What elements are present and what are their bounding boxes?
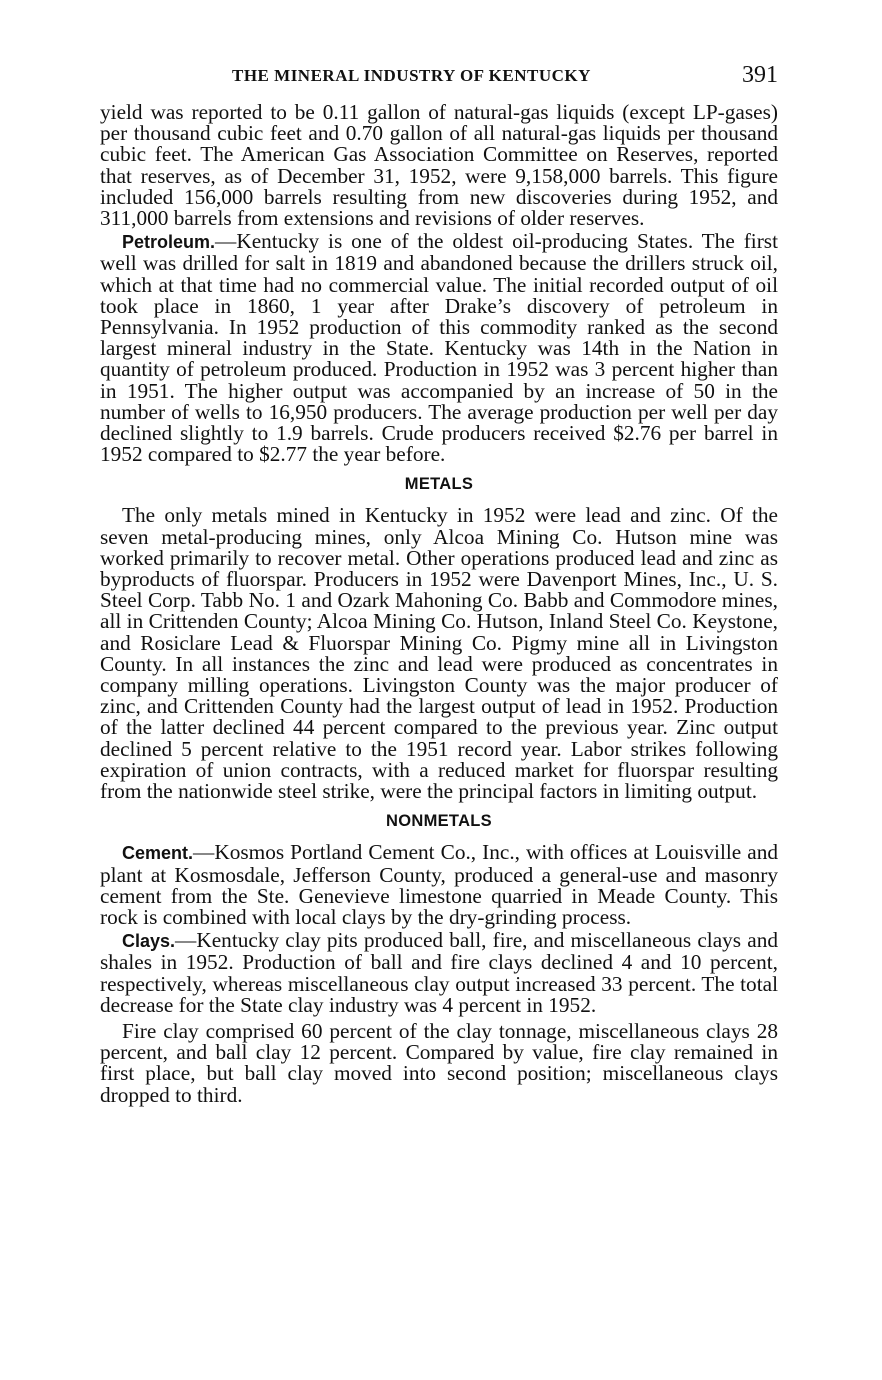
paragraph-clays — [100, 930, 778, 1016]
paragraph-cement — [100, 842, 778, 928]
running-head — [100, 62, 778, 102]
paragraph-metals: The only metals mined in Kentucky in 1952 were lead and zinc. Of the seven metal-producing mines, only Alcoa Mining Co. Hutson mine was worked primarily to recover metal. Other operations produced lead and zinc as byproducts of fluorspar. Producers in 1952 were Davenport Mines, Inc., U. S. Steel Corp. Tabb No. 1 and Ozark Mahoning Co. Babb and Commodore mines, all in Crittenden County; Alcoa Mining Co. Hutson, Inland Steel Co. Keystone, and Rosiclare Lead & Fluorspar Mining Co. Pigmy mine all in Livingston County. In all instances the zinc and lead were produced as concentrates in company milling operations. Livingston County was the major producer of zinc, and Crittenden County had the largest output of lead in 1952. Production of the latter declined 44 percent compared to the previous year. Zinc output declined 5 percent relative to the 1951 record year. Labor strikes following expiration of union contracts, with a reduced market for fluorspar resulting from the nationwide steel strike, were the principal factors in limiting output. — [100, 503, 778, 804]
cement-lead: Cement. — [122, 843, 194, 864]
petroleum-lead: Petroleum. — [122, 232, 216, 253]
page-number: 391 — [742, 62, 778, 88]
paragraph-fire-clay: Fire clay comprised 60 percent of the clay tonnage, miscellaneous clays 28 percent, and ball clay 12 percent. Compared by value, fire clay remained in first place, but ball clay moved into second position; miscellaneous clays dropped to third. — [100, 1018, 778, 1107]
cement-text: —Kosmos Portland Cement Co., Inc., with offices at Louisville and plant at Kosmosdale, Jefferson County, produced a general-use and masonry cement from the Ste. Genevieve limestone quarried in Meade County. This rock is combined with local clays by the dry-grinding process. — [100, 840, 778, 929]
paragraph-petroleum — [100, 231, 778, 465]
clays-lead: Clays. — [122, 931, 176, 952]
running-title: THE MINERAL INDUSTRY OF KENTUCKY — [232, 66, 591, 85]
metals-heading: METALS — [404, 475, 474, 494]
nonmetals-heading: NONMETALS — [386, 812, 492, 831]
petroleum-text: —Kentucky is one of the oldest oil-producing States. The first well was drilled for salt in 1819 and abandoned because the drillers struck oil, which at that time had no commercial value. The initial recorded output of oil took place in 1860, 1 year after Drake’s discovery of petroleum in Pennsylvania. In 1952 production of this commodity ranked as the second largest mineral industry in the State. Kentucky was 14th in the Nation in quantity of petroleum produced. Production in 1952 was 3 percent higher than in 1951. The higher output was accompanied by an increase of 50 in the number of wells to 16,950 producers. The average production per well per day declined slightly to 1.9 barrels. Crude producers received $2.76 per barrel in 1952 compared to $2.77 the year before. — [100, 229, 778, 467]
paragraph-natural-gas-liquids: yield was reported to be 0.11 gallon of natural-gas liquids (except LP-gases) per thousand cubic feet and 0.70 gallon of all natural-gas liquids per thousand cubic feet. The American Gas Association Committee on Reserves, reported that reserves, as of December 31, 1952, were 9,158,000 barrels. This figure included 156,000 barrels resulting from new discoveries during 1952, and 311,000 barrels from extensions and revisions of older reserves. — [100, 100, 778, 231]
clays-text: —Kentucky clay pits produced ball, fire, and miscellaneous clays and shales in 1952. Production of ball and fire clays declined 4 and 10 percent, respectively, whereas miscellaneous clay output increased 33 percent. The total decrease for the State clay industry was 4 percent in 1952. — [100, 928, 778, 1017]
